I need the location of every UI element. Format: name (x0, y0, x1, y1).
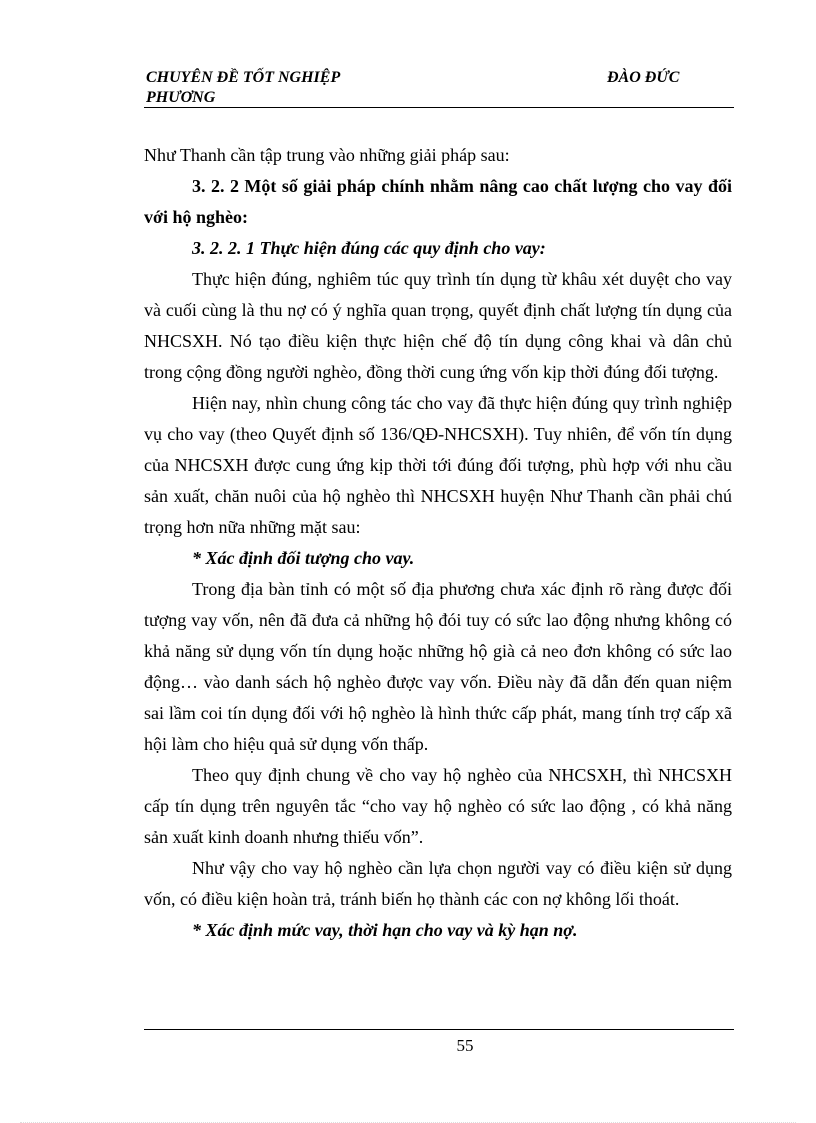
header-left-text: CHUYÊN ĐỀ TỐT NGHIỆP PHƯƠNG (146, 69, 340, 106)
page-number: 55 (456, 1036, 474, 1055)
paragraph-intro: Như Thanh cần tập trung vào những giải pháp sau: (144, 145, 510, 165)
paragraph: Theo quy định chung về cho vay hộ nghèo của NHCSXH, thì NHCSXH cấp tín dụng trên nguyên tắc “cho vay hộ nghèo có sức lao động , có khả năng sản xuất kinh doanh nhưng thiếu vốn”. (144, 765, 732, 847)
header-right-text: ĐÀO ĐỨC (607, 69, 680, 86)
header-rule (144, 107, 734, 108)
paragraph: Trong địa bàn tỉnh có một số địa phương chưa xác định rõ ràng được đối tượng vay vốn, nên đã đưa cả những hộ đói tuy có sức lao động nhưng không có khả năng sử dụng vốn tín dụng hoặc những hộ già cả neo đơn không có sức lao động… vào danh sách hộ nghèo được vay vốn. Điều này đã dẫn đến quan niệm sai lầm coi tín dụng đối với hộ nghèo là hình thức cấp phát, mang tính trợ cấp xã hội làm cho hiệu quả sử dụng vốn thấp. (144, 579, 732, 754)
paragraph: Như vậy cho vay hộ nghèo cần lựa chọn người vay có điều kiện sử dụng vốn, có điều kiện hoàn trả, tránh biến họ thành các con nợ không lối thoát. (144, 858, 732, 909)
section-heading: 3. 2. 2 Một số giải pháp chính nhằm nâng cao chất lượng cho vay đối với hộ nghèo: (144, 176, 732, 227)
paragraph: Thực hiện đúng, nghiêm túc quy trình tín dụng từ khâu xét duyệt cho vay và cuối cùng là thu nợ có ý nghĩa quan trọng, quyết định chất lượng tín dụng của NHCSXH. Nó tạo điều kiện thực hiện chế độ tín dụng công khai và dân chủ trong cộng đồng người nghèo, đồng thời cung ứng vốn kịp thời đúng đối tượng. (144, 269, 732, 382)
paragraph: Hiện nay, nhìn chung công tác cho vay đã thực hiện đúng quy trình nghiệp vụ cho vay (theo Quyết định số 136/QĐ-NHCSXH). Tuy nhiên, để vốn tín dụng của NHCSXH được cung ứng kịp thời tới đúng đối tượng, phù hợp với nhu cầu sản xuất, chăn nuôi của hộ nghèo thì NHCSXH huyện Như Thanh cần phải chú trọng hơn nữa những mặt sau: (144, 393, 732, 537)
bullet-heading: * Xác định mức vay, thời hạn cho vay và kỳ hạn nợ. (192, 920, 578, 940)
bullet-heading: * Xác định đối tượng cho vay. (192, 548, 415, 568)
subsection-heading: 3. 2. 2. 1 Thực hiện đúng các quy định cho vay: (192, 238, 546, 258)
document-body (144, 140, 732, 946)
footer-rule (144, 1029, 734, 1030)
